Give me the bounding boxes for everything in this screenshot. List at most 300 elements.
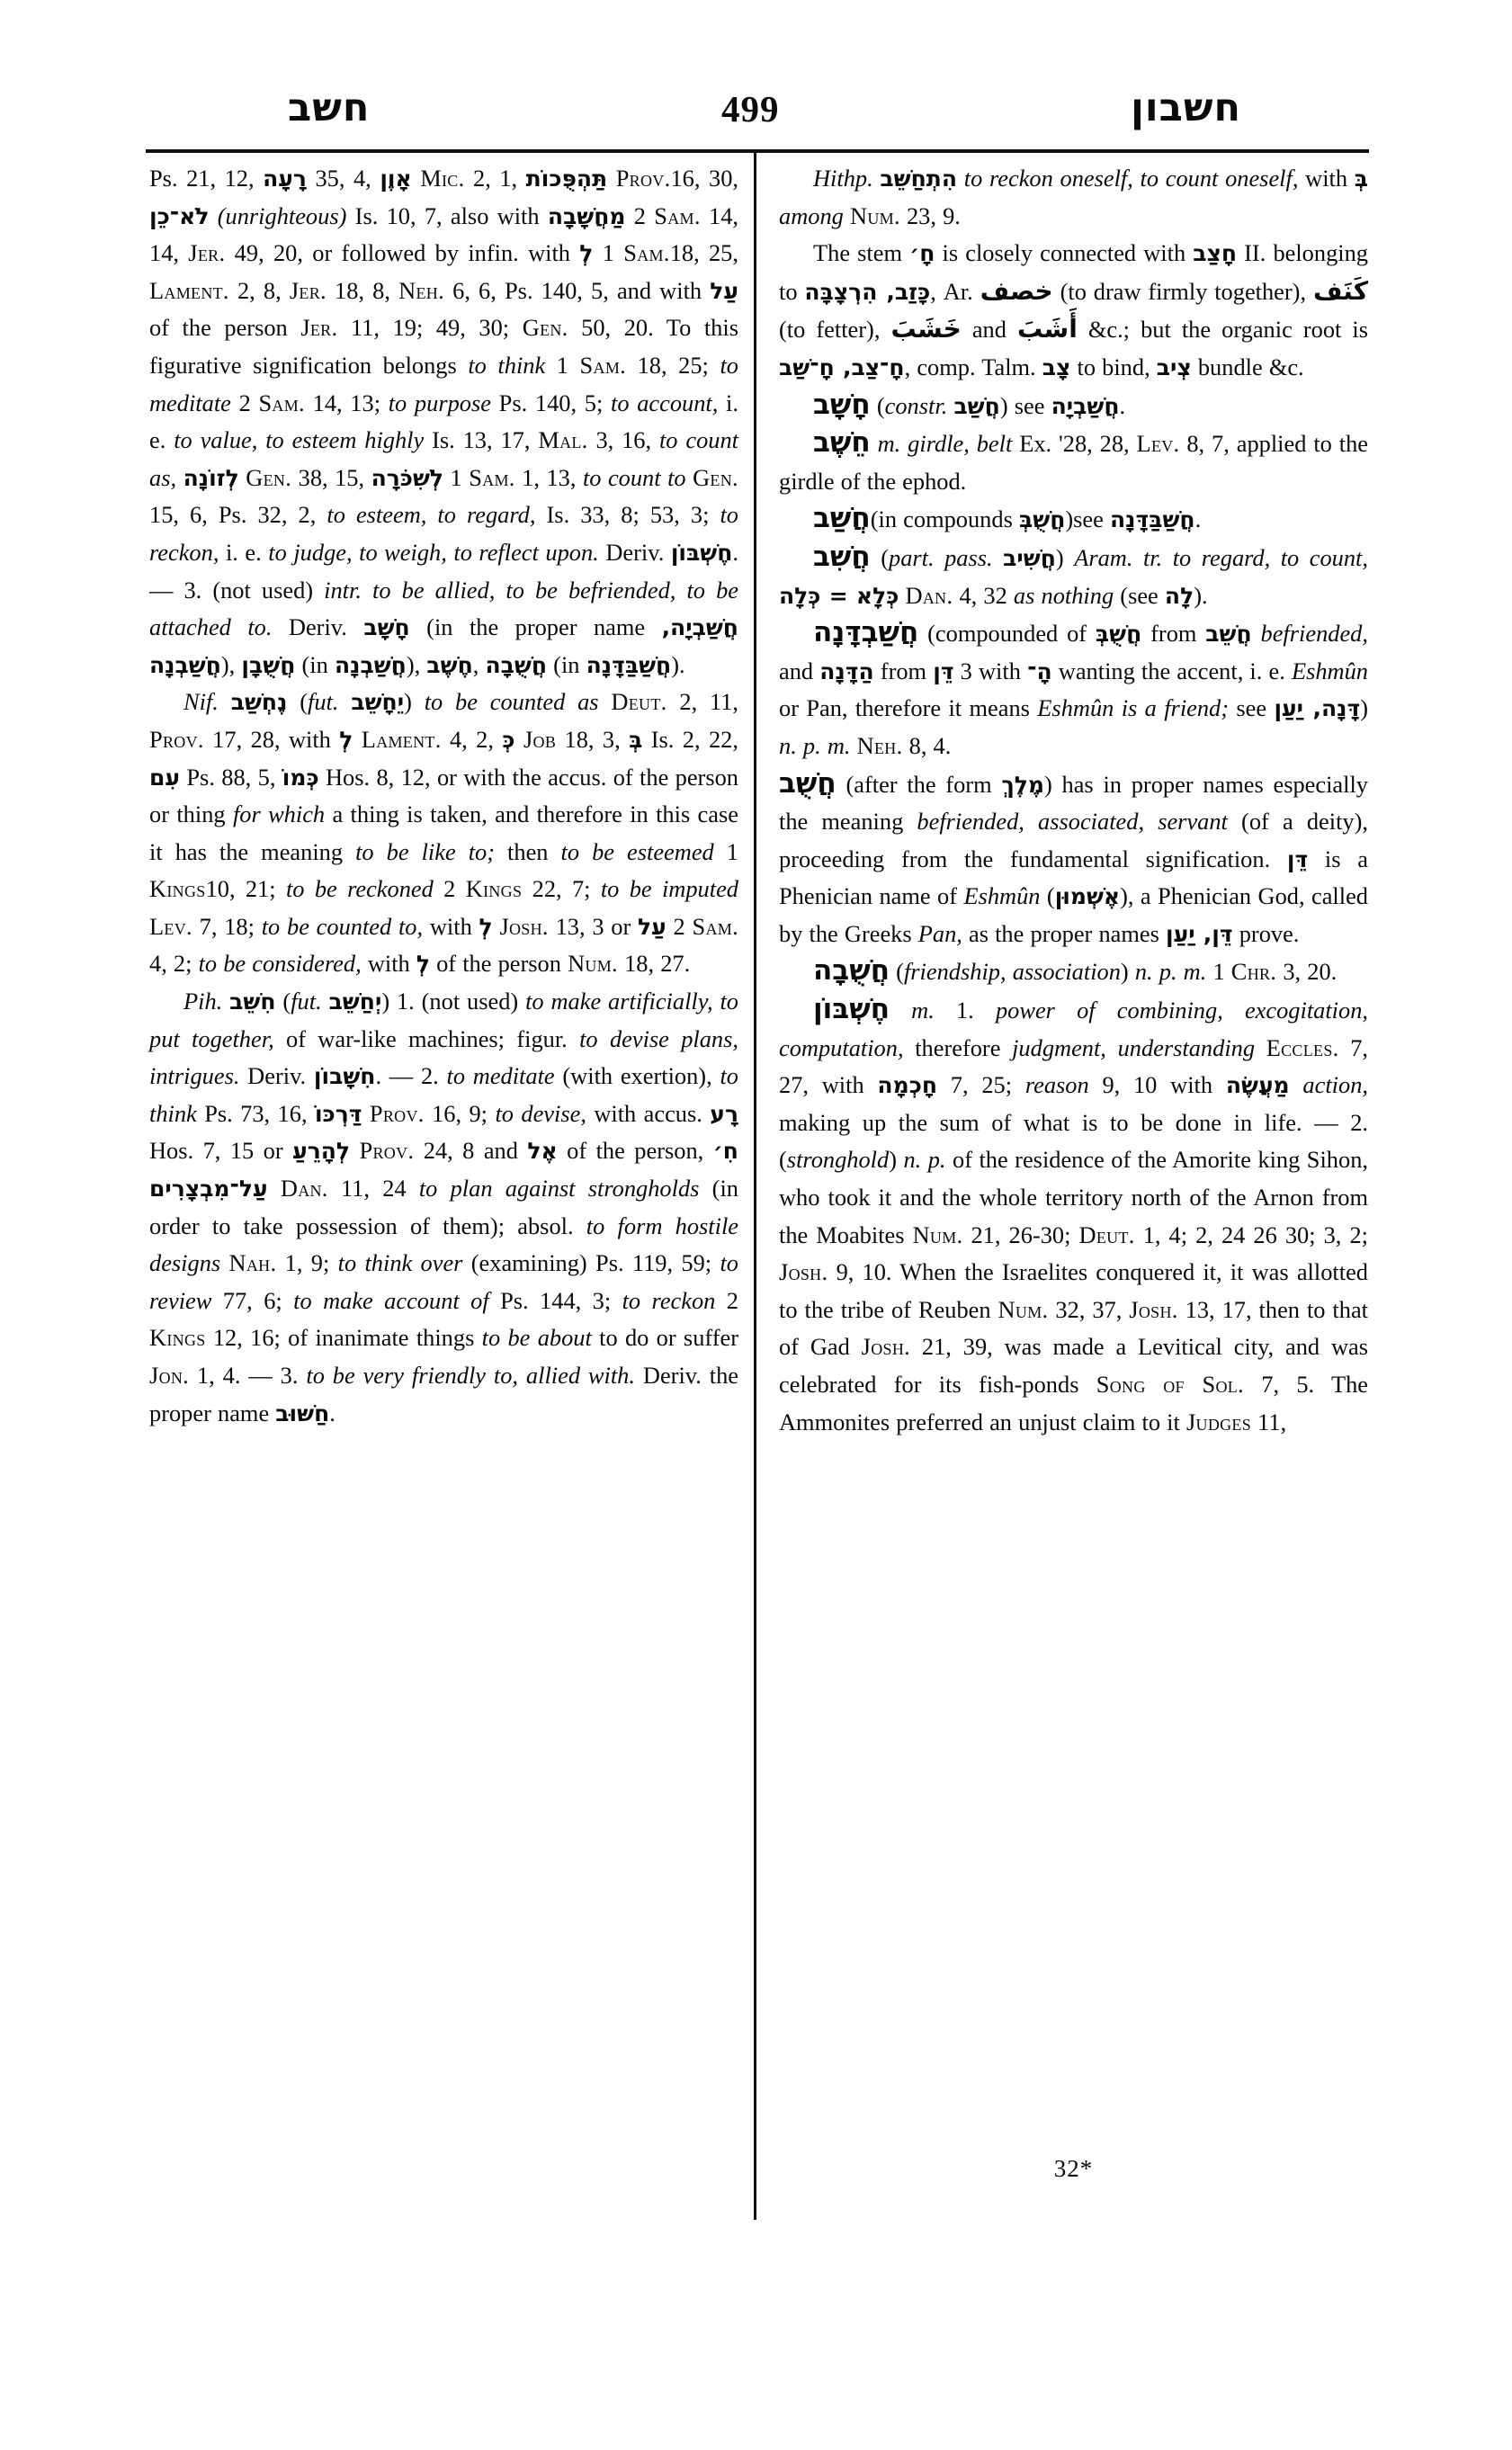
text-run: 23, 9. xyxy=(899,201,961,229)
text-run: II. belonging to xyxy=(779,239,1368,305)
scripture-reference: Jon. xyxy=(149,1362,190,1389)
text-run: 16, 9; xyxy=(424,1099,496,1127)
left-text-column xyxy=(149,160,738,1432)
text-run: (in compounds xyxy=(870,505,1019,533)
italic-gloss: to meditate xyxy=(149,351,738,416)
text-run: making up the sum of what is to be done in life. — 2. ( xyxy=(779,1108,1368,1174)
hebrew-word: חִשֵּׁב xyxy=(229,988,276,1015)
italic-gloss: Eshmûn xyxy=(963,882,1041,910)
hebrew-word: בְּ xyxy=(629,726,643,753)
text-run: (in xyxy=(547,650,586,678)
text-run: 1 xyxy=(545,351,580,379)
text-run: ( xyxy=(870,391,885,419)
text-run: 13, 3 or xyxy=(548,912,639,940)
text-run: (in the proper name xyxy=(409,613,662,641)
text-run: as the proper names xyxy=(962,919,1167,947)
entry-paragraph xyxy=(149,684,738,983)
hebrew-word: הִתְחַשֵּׁב xyxy=(880,165,958,192)
text-run: 3 with xyxy=(953,657,1028,684)
scripture-reference: Lev. xyxy=(149,912,192,940)
hebrew-word: חָ־צַב, חָ־שַׁב xyxy=(779,353,905,380)
page-number: 499 xyxy=(720,88,780,130)
hebrew-word: כָּזַב, הִרְצָבָּה xyxy=(804,278,931,305)
italic-gloss: to plan against strongholds xyxy=(418,1175,700,1203)
text-run: ). xyxy=(671,650,685,678)
scripture-reference: Kings xyxy=(465,875,523,903)
scripture-reference: Josh. xyxy=(1129,1295,1178,1323)
hebrew-word: חֲשֻׁבְּ xyxy=(1095,621,1142,648)
text-run: 1, 9; xyxy=(276,1249,338,1277)
hebrew-word: רָעָה xyxy=(263,165,307,192)
italic-gloss: to be very friendly to, allied with. xyxy=(306,1362,635,1389)
headword-hebrew: חֲשַׁב xyxy=(813,502,871,535)
scripture-reference: Chr. xyxy=(1230,958,1277,986)
text-run: (in xyxy=(295,650,335,678)
scripture-reference: Nah. xyxy=(228,1249,277,1277)
scripture-reference: Kings xyxy=(149,875,206,903)
headword-hebrew: חֲשִׁב xyxy=(813,540,871,573)
text-run xyxy=(607,165,616,192)
hebrew-word: חֲשַׁבְנָה xyxy=(334,651,407,678)
entry-paragraph xyxy=(779,952,1368,991)
italic-gloss: to be about xyxy=(481,1324,592,1352)
scripture-reference: Dan. xyxy=(905,581,953,609)
italic-gloss: as nothing xyxy=(1013,581,1114,609)
text-run: (compounded of xyxy=(918,620,1096,648)
hebrew-word: חֲשִׁיב xyxy=(1003,544,1056,571)
text-run: Hos. 8, 12, or with the accus. of the person or thing xyxy=(149,763,738,828)
headword-hebrew: חָשָׁב xyxy=(813,388,871,421)
italic-gloss: to devise plans, intrigues. xyxy=(149,1024,738,1090)
text-run: Deriv. xyxy=(598,538,671,566)
italic-gloss: to be reckoned xyxy=(285,875,434,903)
entry-paragraph xyxy=(779,614,1368,765)
text-run: , Ar. xyxy=(930,277,980,305)
text-run: Ps. 140, 5; xyxy=(490,389,611,416)
text-run: Hos. 7, 15 or xyxy=(149,1137,293,1165)
italic-gloss: Pih. xyxy=(183,988,223,1015)
text-run: 4, 2; xyxy=(149,950,199,978)
scripture-reference: Num. xyxy=(568,950,618,978)
hebrew-word: אֶשְׁמוּן xyxy=(1054,883,1121,910)
scripture-reference: Jer. xyxy=(300,314,338,342)
text-run xyxy=(268,1175,281,1202)
scripture-reference: Prov. xyxy=(149,725,204,753)
column-divider-rule xyxy=(754,153,756,2220)
hebrew-word: תַּהְפֻּכוֹת xyxy=(525,165,608,192)
text-run xyxy=(362,1100,369,1127)
scripture-reference: Sam. xyxy=(469,463,515,491)
scripture-reference: Gen. xyxy=(522,314,568,342)
text-run xyxy=(993,544,1004,571)
scripture-reference: Prov. xyxy=(615,165,671,192)
text-run: 18, 3, xyxy=(556,725,630,753)
headword-hebrew: חֲשַׁבְדָּנָה xyxy=(813,616,919,649)
scripture-reference: Josh. xyxy=(861,1333,911,1361)
hebrew-word: חֲשֻׁבָן xyxy=(241,651,296,678)
text-run: 7, 25; xyxy=(937,1071,1025,1099)
italic-gloss: m. xyxy=(911,997,935,1024)
entry-paragraph xyxy=(779,425,1368,500)
text-run: 2, 11, xyxy=(667,688,738,716)
hebrew-word: דֵּן, יַעַן xyxy=(1166,920,1233,947)
text-run xyxy=(339,688,352,715)
italic-gloss: judgment, understanding xyxy=(1012,1033,1256,1061)
italic-gloss: to be esteemed xyxy=(560,837,714,865)
hebrew-word: עִם xyxy=(149,764,181,791)
hebrew-word: נֶחְשַׁב xyxy=(230,689,288,716)
scripture-reference: Deut. xyxy=(611,688,667,716)
hebrew-word: חַשּׁוּב xyxy=(275,1399,330,1426)
text-run: Ps. 88, 5, xyxy=(180,763,282,791)
italic-gloss: part. pass. xyxy=(889,543,993,571)
text-run: i. e. xyxy=(219,538,269,566)
text-run: (examining) Ps. 119, 59; xyxy=(462,1249,720,1277)
header-rule xyxy=(146,149,1369,153)
italic-gloss: to make account of xyxy=(293,1286,489,1314)
hebrew-word: חָ׳ xyxy=(909,240,935,267)
hebrew-word: לְשִׁכֹּרָה xyxy=(371,464,444,491)
text-run xyxy=(176,464,183,491)
text-run: of the person, xyxy=(557,1137,713,1165)
scripture-reference: Kings xyxy=(149,1324,206,1352)
italic-gloss: to count to xyxy=(582,463,686,491)
italic-gloss: to reckon oneself, to count oneself, xyxy=(963,165,1299,192)
text-run: a thing is taken, and therefore in this case it has the meaning xyxy=(149,800,738,865)
hebrew-word: אֶל xyxy=(527,1138,558,1165)
italic-gloss: to count as, xyxy=(149,426,738,491)
hebrew-word: דֵּן xyxy=(933,657,954,684)
entry-paragraph xyxy=(779,160,1368,235)
italic-gloss: among xyxy=(779,201,844,229)
italic-gloss: to make artificially, to put together, xyxy=(149,988,738,1052)
text-run: of the person xyxy=(429,950,568,978)
text-run: Is. 2, 22, xyxy=(642,725,738,753)
italic-gloss: n. p. m. xyxy=(779,731,851,759)
scripture-reference: Num. xyxy=(998,1295,1049,1323)
hebrew-word: הַדָּנָה xyxy=(819,657,874,684)
italic-gloss: to reckon, xyxy=(149,501,738,566)
text-run: , comp. Talm. xyxy=(904,353,1042,380)
text-run: 12, 16; of inanimate things xyxy=(205,1324,482,1352)
text-run: and xyxy=(779,657,820,684)
hebrew-word: מַחֲשָׁבָה xyxy=(547,202,626,229)
headword-hebrew: חֲשֻׁב xyxy=(779,766,837,800)
running-head-right-hebrew: חשבון xyxy=(1131,85,1241,130)
entry-paragraph xyxy=(779,539,1368,614)
text-run xyxy=(890,997,911,1024)
text-run: . — 2. xyxy=(375,1062,447,1090)
text-run: 14, 13; xyxy=(304,389,389,416)
hebrew-word: כְּלָא = כְּלָה xyxy=(779,582,899,609)
text-run: (after the form xyxy=(836,770,1002,798)
italic-gloss: to meditate xyxy=(446,1062,555,1090)
hebrew-word: עַל xyxy=(638,913,667,940)
running-head xyxy=(135,65,1376,128)
text-run xyxy=(412,165,421,192)
text-run: ) xyxy=(889,1146,904,1174)
scripture-reference: Sam. xyxy=(654,201,701,229)
text-run: 21, 39, was made a Levitical city, and was celebrated for its fish-ponds xyxy=(779,1333,1369,1398)
text-run: with xyxy=(1298,165,1355,192)
text-run: ). xyxy=(1194,581,1208,609)
italic-gloss: Hithp. xyxy=(813,165,873,192)
text-run xyxy=(515,726,523,753)
text-run: 1. xyxy=(934,997,996,1024)
text-run: 35, 4, xyxy=(306,165,380,192)
text-run: 11, xyxy=(1251,1408,1287,1435)
hebrew-word: חֲשַׁבְיָה, חֲשַׁבְנָה xyxy=(149,614,738,678)
text-run xyxy=(957,165,964,192)
hebrew-word: חֲשֻׁבָה xyxy=(485,651,548,678)
italic-gloss: m. girdle, belt xyxy=(877,430,1013,458)
scripture-reference: Mic. xyxy=(420,165,465,192)
italic-gloss: constr. xyxy=(884,391,948,419)
text-run: 1, 13, xyxy=(514,463,583,491)
text-run: Is. 10, 7, also with xyxy=(346,201,548,229)
scripture-reference: Neh. xyxy=(856,731,903,759)
hebrew-word: חֲשַׁבְיָה xyxy=(1051,392,1120,419)
text-run: 8, 4. xyxy=(902,731,952,759)
hebrew-word: הָ־ xyxy=(1027,657,1052,684)
text-run: 10, 21; xyxy=(205,875,286,903)
scripture-reference: Sam. xyxy=(579,351,627,379)
text-run: to bind, xyxy=(1070,353,1157,380)
italic-gloss: Eshmûn is a friend; xyxy=(1037,694,1230,722)
entry-paragraph xyxy=(779,500,1368,539)
text-run: (in order to take possession of them); absol. xyxy=(149,1175,738,1239)
italic-gloss: to be considered, xyxy=(198,950,362,978)
text-run: 32, 37, xyxy=(1048,1295,1130,1323)
text-run xyxy=(686,464,693,491)
text-run: , xyxy=(472,650,486,678)
text-run: 3, 20. xyxy=(1276,958,1338,986)
hebrew-word: יְחַשֵּׁב xyxy=(328,988,382,1015)
scripture-reference: Num. xyxy=(912,1221,963,1248)
text-run xyxy=(844,202,850,229)
scripture-reference: Sam. xyxy=(623,239,670,267)
text-run: 49, 20, or followed by infin. with xyxy=(225,239,580,267)
scripture-reference: Sam. xyxy=(692,912,738,940)
italic-gloss: to account, xyxy=(611,389,719,416)
italic-gloss: action, xyxy=(1302,1071,1368,1099)
italic-gloss: Eshmûn xyxy=(1291,657,1368,684)
italic-gloss: to purpose xyxy=(388,389,491,416)
text-run: ) see xyxy=(999,391,1051,419)
text-run: from xyxy=(873,657,934,684)
text-run: . — 3. (not used) xyxy=(149,538,738,604)
text-run: of the person xyxy=(149,314,301,342)
text-run: Ps. 21, 12, xyxy=(149,165,264,192)
text-run: ) xyxy=(1055,543,1075,571)
scripture-reference: Deut. xyxy=(1078,1221,1135,1248)
hebrew-word: חֶשְׁבּוֹן xyxy=(670,539,733,566)
hebrew-word: חִ׳ עַל־מִבְצָרִים xyxy=(149,1138,738,1203)
text-run: 11, 19; 49, 30; xyxy=(337,314,523,342)
text-run: 4, 2, xyxy=(441,725,503,753)
scripture-reference: Judges xyxy=(1185,1408,1252,1435)
text-run xyxy=(219,688,231,715)
text-run: 13, 17, then to that of Gad xyxy=(779,1295,1369,1361)
text-run: 15, 6, Ps. 32, 2, xyxy=(149,501,327,529)
italic-gloss: to be counted to, xyxy=(261,912,424,940)
text-run: 2, 1, xyxy=(464,165,526,192)
italic-gloss: to esteem, to regard, xyxy=(327,501,536,529)
text-run: ) xyxy=(1120,958,1135,986)
text-run: . xyxy=(1194,505,1202,533)
text-run: with xyxy=(361,950,416,978)
hebrew-word: לְ xyxy=(479,913,493,940)
text-run xyxy=(871,430,878,457)
text-run: with accus. xyxy=(586,1099,711,1127)
text-run: from xyxy=(1141,620,1206,648)
italic-gloss: to reckon xyxy=(622,1286,716,1314)
text-run: 1 xyxy=(713,837,738,865)
scripture-reference: Josh. xyxy=(499,912,549,940)
scripture-reference: Prov. xyxy=(359,1137,415,1165)
text-run: 18, 8, xyxy=(326,276,399,304)
entry-paragraph xyxy=(779,991,1368,1441)
text-run: Ex. '28, 28, xyxy=(1012,430,1137,458)
italic-gloss: Pan, xyxy=(917,919,962,947)
text-run: ) xyxy=(404,688,425,716)
italic-gloss: reason xyxy=(1024,1071,1089,1099)
italic-gloss: to think xyxy=(149,1062,738,1127)
entry-paragraph xyxy=(779,765,1368,953)
hebrew-word: מֶלֶךְ xyxy=(1001,771,1044,798)
text-run: (of a deity), proceeding from the fundamental signification. xyxy=(779,808,1368,872)
text-run: 77, 6; xyxy=(211,1286,294,1314)
scripture-reference: Num. xyxy=(849,201,900,229)
running-head-left-hebrew: חשב xyxy=(288,85,371,130)
italic-gloss: to value, to esteem highly xyxy=(174,426,425,454)
text-run: &c.; but the organic root is xyxy=(1077,316,1369,344)
hebrew-word: לְ xyxy=(416,951,430,978)
text-run: ( xyxy=(1040,882,1055,910)
text-run: 18, 27. xyxy=(617,950,691,978)
text-run: The stem xyxy=(813,239,910,267)
text-run: (to draw firmly together), xyxy=(1052,277,1313,305)
scripture-reference: Lament. xyxy=(361,725,442,753)
italic-gloss: to devise, xyxy=(495,1099,586,1127)
hebrew-word: יֵחָשֵׁב xyxy=(351,689,405,716)
text-run xyxy=(1252,620,1261,647)
text-run: 2 xyxy=(715,1286,738,1314)
scripture-reference: Jer. xyxy=(289,276,327,304)
italic-gloss: to review xyxy=(149,1249,738,1314)
text-run: or Pan, therefore it means xyxy=(779,694,1038,722)
scripture-reference: Prov. xyxy=(369,1099,425,1127)
text-run: is a Phenician name of xyxy=(779,845,1368,910)
text-run: 21, 26-30; xyxy=(962,1221,1079,1248)
arabic-word: خصف xyxy=(980,275,1053,306)
hebrew-word: דֵּן xyxy=(1286,845,1309,872)
hebrew-word: חֲשַׁבַּדָּנָה xyxy=(1110,506,1195,533)
text-run: with xyxy=(423,912,479,940)
scripture-reference: Mal. xyxy=(538,426,588,454)
text-run: and xyxy=(961,316,1018,344)
italic-gloss: Aram. tr. to regard, to count, xyxy=(1074,543,1368,571)
text-run: then xyxy=(495,837,561,865)
text-run: to do or suffer xyxy=(591,1324,738,1352)
hebrew-word: חִשָּׁבוֹן xyxy=(313,1063,376,1090)
text-run: 6, 6, Ps. 140, 5, and with xyxy=(443,276,711,304)
hebrew-word: חָכְמָה xyxy=(877,1072,938,1099)
text-run: 38, 15, xyxy=(291,463,371,491)
italic-gloss: befriended, associated, servant xyxy=(917,808,1228,836)
text-run: 4, 32 xyxy=(953,581,1014,609)
text-run: 7, 27, with xyxy=(779,1033,1368,1099)
italic-gloss: befriended, xyxy=(1260,620,1368,648)
text-run: 2 xyxy=(230,389,259,416)
text-run: 2, 8, xyxy=(228,276,290,304)
hebrew-word: לְ xyxy=(339,726,353,753)
text-run xyxy=(599,688,612,715)
text-run: see xyxy=(1229,694,1275,722)
sheet-signature: 32* xyxy=(1053,2155,1094,2182)
hebrew-word: חֲשַׁב xyxy=(953,392,1000,419)
text-run: therefore xyxy=(903,1033,1013,1061)
text-run: 8, 7, applied to the girdle of the ephod. xyxy=(779,430,1368,495)
arabic-word: خَشَبَ xyxy=(890,314,962,344)
italic-gloss: to be imputed xyxy=(600,875,738,903)
italic-gloss: power of combining, excogitation, computation, xyxy=(779,997,1368,1061)
text-run: ( xyxy=(890,958,904,986)
text-run: 1 xyxy=(1206,958,1231,986)
text-run xyxy=(899,582,905,609)
text-run: 2 xyxy=(625,201,655,229)
italic-gloss: to be like to; xyxy=(355,837,496,865)
text-run: bundle &c. xyxy=(1191,353,1304,380)
italic-gloss: n. p. xyxy=(903,1146,946,1174)
hebrew-word: חֲשֵׁב xyxy=(1205,621,1252,648)
italic-gloss: stronghold xyxy=(786,1146,890,1174)
text-run xyxy=(350,1137,359,1164)
text-run: 1 xyxy=(443,463,470,491)
text-run: Ps. 144, 3; xyxy=(488,1286,622,1314)
text-run xyxy=(222,988,229,1015)
hebrew-word: בְּ xyxy=(1354,165,1368,192)
text-run: 1, 4; 2, 24 26 30; 3, 2; xyxy=(1134,1221,1368,1248)
text-run: ( xyxy=(287,688,309,716)
italic-gloss: friendship, association xyxy=(903,958,1121,986)
hebrew-word: חָצַב xyxy=(1193,240,1238,267)
text-run: is closely connected with xyxy=(935,239,1194,267)
text-run: (see xyxy=(1114,581,1165,609)
hebrew-word: לְזוֹנָה xyxy=(183,464,239,491)
text-run: prove. xyxy=(1232,919,1300,947)
text-run: ( xyxy=(870,543,890,571)
hebrew-word: אָוֶן xyxy=(380,165,412,192)
entry-paragraph xyxy=(149,160,738,684)
text-run xyxy=(851,732,857,759)
text-run: 18, 25, xyxy=(669,239,738,267)
italic-gloss: intr. to be allied, to be befriended, to be attached to. xyxy=(149,576,738,641)
text-run xyxy=(1255,1034,1266,1061)
hebrew-word: לָה xyxy=(1164,582,1194,609)
text-run: . xyxy=(1119,391,1126,419)
scripture-reference: Eccles. xyxy=(1266,1033,1339,1061)
entry-paragraph xyxy=(149,983,738,1432)
text-run: (to fetter), xyxy=(779,316,891,344)
hebrew-word: לְהָרֵעַ xyxy=(292,1138,351,1165)
entry-paragraph xyxy=(779,387,1368,425)
text-run: Is. 33, 8; 53, 3; xyxy=(535,501,720,529)
text-run: 7, 5. The Ammonites preferred an unjust claim to it xyxy=(779,1371,1369,1435)
text-run: )see xyxy=(1065,505,1110,533)
italic-gloss: to form hostile designs xyxy=(149,1212,738,1277)
text-run xyxy=(322,988,329,1015)
